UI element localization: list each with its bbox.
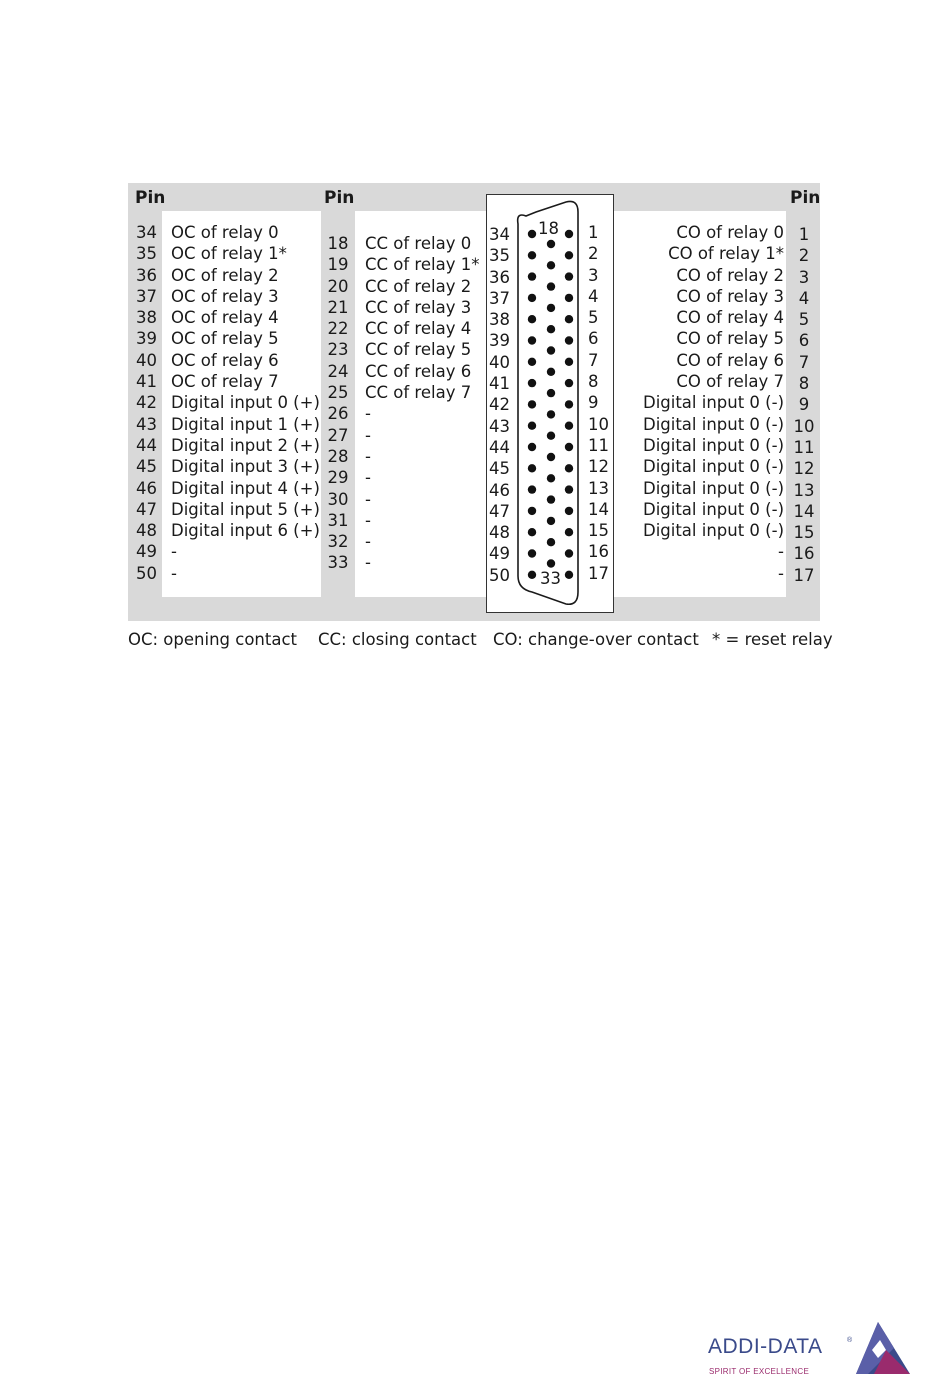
pin-number: 50 bbox=[136, 563, 157, 583]
connector-pin-number: 41 bbox=[489, 374, 510, 394]
connector-pin-dot bbox=[565, 272, 573, 280]
connector-pin-dot bbox=[565, 294, 573, 302]
connector-pin-number: 17 bbox=[588, 563, 609, 583]
pin-number: 47 bbox=[136, 499, 157, 519]
connector-pin-number: 42 bbox=[489, 395, 510, 415]
pin-signal-label: OC of relay 3 bbox=[171, 286, 279, 306]
connector-pin-dot bbox=[547, 389, 555, 397]
pin-signal-label: CC of relay 5 bbox=[365, 340, 472, 360]
pin-number: 22 bbox=[327, 319, 349, 339]
pin-header-right: Pin bbox=[790, 188, 821, 208]
pin-number: 16 bbox=[793, 544, 815, 564]
connector-pin-number: 10 bbox=[588, 414, 609, 434]
pin-number: 24 bbox=[327, 361, 349, 381]
connector-pin-dot bbox=[528, 571, 536, 579]
connector-pin-dot bbox=[547, 495, 555, 503]
connector-pin-dot bbox=[565, 315, 573, 323]
connector-pin-dot bbox=[565, 251, 573, 259]
pin-signal-label: CC of relay 2 bbox=[365, 276, 472, 296]
pin-number: 14 bbox=[793, 501, 815, 521]
pin-signal-label: - bbox=[171, 542, 177, 562]
pin-signal-label: - bbox=[365, 489, 371, 509]
pin-number: 46 bbox=[136, 478, 157, 498]
pin-signal-label: Digital input 0 (+) bbox=[171, 393, 320, 413]
connector-pin-dot bbox=[547, 240, 555, 248]
legend-cc: CC: closing contact bbox=[318, 630, 477, 649]
connector-pin-dot bbox=[528, 315, 536, 323]
pin-signal-label: OC of relay 4 bbox=[171, 308, 279, 328]
pin-header-left: Pin bbox=[135, 188, 166, 208]
connector-pin-number: 6 bbox=[588, 329, 599, 349]
pin-signal-label: Digital input 1 (+) bbox=[171, 414, 320, 434]
pin-signal-label: CC of relay 4 bbox=[365, 319, 472, 339]
pin-number: 41 bbox=[136, 372, 157, 392]
connector-pin-dot bbox=[565, 358, 573, 366]
pin-number: 18 bbox=[327, 234, 349, 253]
pin-signal-label: - bbox=[365, 446, 371, 466]
connector-pin-dot bbox=[565, 571, 573, 579]
connector-pin-number: 49 bbox=[489, 544, 510, 564]
pin-signal-label: OC of relay 6 bbox=[171, 350, 279, 370]
connector-pin-dot bbox=[565, 336, 573, 344]
pin-signal-label: - bbox=[365, 468, 371, 488]
pin-number: 38 bbox=[136, 308, 157, 328]
pin-number: 10 bbox=[793, 416, 815, 436]
pin-signal-label: - bbox=[365, 532, 371, 552]
connector-pin-dot bbox=[547, 538, 555, 546]
connector-pin-dot bbox=[565, 549, 573, 557]
pin-number: 20 bbox=[327, 276, 349, 296]
connector-pin-dot bbox=[565, 507, 573, 515]
connector-pin-number: 1 bbox=[588, 223, 599, 242]
pin-number: 13 bbox=[793, 480, 815, 500]
connector-pin-dot bbox=[547, 559, 555, 567]
pin-number: 19 bbox=[327, 255, 349, 275]
pin-number: 36 bbox=[136, 265, 157, 285]
pin-number: 4 bbox=[798, 288, 810, 308]
connector-pin-dot bbox=[528, 272, 536, 280]
pin-signal-label: Digital input 0 (-) bbox=[642, 521, 784, 541]
pin-number: 5 bbox=[798, 310, 810, 330]
legend-co: CO: change-over contact bbox=[493, 630, 699, 649]
connector-pin-number: 13 bbox=[588, 478, 609, 498]
pin-signal-label: OC of relay 1* bbox=[171, 244, 287, 264]
legend-reset: * = reset relay bbox=[712, 630, 833, 649]
connector-pin-dot bbox=[528, 507, 536, 515]
middle-pin-column bbox=[322, 233, 354, 574]
connector-pin-dot bbox=[547, 346, 555, 354]
pin-number: 15 bbox=[793, 523, 815, 543]
pin-signal-label: - bbox=[778, 542, 784, 562]
pin-number: 30 bbox=[327, 489, 349, 509]
connector-pin-dot bbox=[547, 410, 555, 418]
connector-pin-number: 11 bbox=[588, 435, 609, 455]
pin-signal-label: CO of relay 4 bbox=[676, 308, 784, 328]
right-label-column bbox=[618, 222, 784, 584]
pin-number: 8 bbox=[798, 374, 810, 394]
pin-signal-label: CO of relay 7 bbox=[676, 372, 784, 392]
pin-number: 21 bbox=[327, 297, 349, 317]
connector-pin-number: 15 bbox=[588, 521, 609, 541]
connector-pin-number: 45 bbox=[489, 459, 510, 479]
pin-number: 49 bbox=[136, 542, 157, 562]
pin-signal-label: - bbox=[365, 510, 371, 530]
pin-number: 27 bbox=[327, 425, 349, 445]
connector-pin-number: 40 bbox=[489, 352, 510, 372]
connector-pin-dot bbox=[565, 464, 573, 472]
connector-pin-number: 35 bbox=[489, 246, 510, 266]
connector-pin-number: 50 bbox=[489, 565, 510, 585]
connector-pin-number: 4 bbox=[588, 286, 599, 306]
pin-number: 11 bbox=[793, 437, 815, 457]
pin-number: 45 bbox=[136, 457, 157, 477]
pin-signal-label: OC of relay 7 bbox=[171, 372, 279, 392]
pin-number: 17 bbox=[793, 565, 815, 585]
connector-pin-dot bbox=[528, 464, 536, 472]
pin-number: 12 bbox=[793, 459, 815, 479]
pin-signal-label: CC of relay 6 bbox=[365, 361, 472, 381]
addi-data-logo-icon bbox=[856, 1320, 912, 1376]
connector-pin-dot bbox=[565, 443, 573, 451]
pin-number: 44 bbox=[136, 435, 157, 455]
pin-number: 25 bbox=[327, 383, 349, 403]
pin-number: 34 bbox=[136, 223, 157, 242]
connector-pin-number: 7 bbox=[588, 350, 599, 370]
pin-number: 29 bbox=[327, 468, 349, 488]
connector-top-label: 18 bbox=[538, 219, 559, 238]
pin-number: 9 bbox=[798, 395, 810, 415]
connector-pin-number: 2 bbox=[588, 244, 599, 264]
connector-pin-number: 38 bbox=[489, 310, 510, 330]
pin-signal-label: CO of relay 2 bbox=[676, 265, 784, 285]
connector-pin-number: 16 bbox=[588, 542, 609, 562]
connector-pin-dot bbox=[547, 453, 555, 461]
pin-number: 48 bbox=[136, 521, 157, 541]
pin-number: 43 bbox=[136, 414, 157, 434]
addi-data-logo-text: ADDI-DATA bbox=[708, 1335, 823, 1358]
connector-pin-dot bbox=[528, 294, 536, 302]
connector-pin-dot bbox=[528, 485, 536, 493]
pin-signal-label: Digital input 2 (+) bbox=[171, 435, 320, 455]
connector-pin-number: 37 bbox=[489, 288, 510, 308]
connector-pin-number: 39 bbox=[489, 331, 510, 351]
pin-signal-label: Digital input 0 (-) bbox=[642, 499, 784, 519]
connector-pin-dot bbox=[565, 400, 573, 408]
right-pin-column bbox=[787, 224, 821, 586]
left-label-column bbox=[171, 222, 320, 584]
connector-pin-dot bbox=[528, 443, 536, 451]
connector-pin-dot bbox=[547, 368, 555, 376]
pin-number: 33 bbox=[327, 553, 349, 573]
connector-pin-dot bbox=[528, 549, 536, 557]
connector-pin-dot bbox=[547, 517, 555, 525]
connector-pin-number: 46 bbox=[489, 480, 510, 500]
pin-signal-label: OC of relay 0 bbox=[171, 223, 279, 242]
pin-number: 40 bbox=[136, 350, 157, 370]
pin-signal-label: CO of relay 5 bbox=[676, 329, 784, 349]
pin-number: 39 bbox=[136, 329, 157, 349]
connector-pin-dot bbox=[547, 304, 555, 312]
pin-number: 32 bbox=[327, 532, 349, 552]
connector-pin-dot bbox=[565, 528, 573, 536]
pin-signal-label: CO of relay 6 bbox=[676, 350, 784, 370]
pin-signal-label: Digital input 6 (+) bbox=[171, 521, 320, 541]
pin-signal-label: CO of relay 0 bbox=[676, 223, 784, 242]
pin-number: 28 bbox=[327, 446, 349, 466]
connector-pin-dot bbox=[565, 230, 573, 238]
connector-pin-dot bbox=[547, 432, 555, 440]
pin-number: 26 bbox=[327, 404, 349, 424]
legend-oc: OC: opening contact bbox=[128, 630, 297, 649]
connector-pin-number: 47 bbox=[489, 501, 510, 521]
pin-signal-label: CO of relay 1* bbox=[668, 244, 784, 264]
logo-registered-mark: ® bbox=[847, 1337, 853, 1344]
connector-pin-number: 9 bbox=[588, 393, 599, 413]
connector-pin-dot bbox=[528, 336, 536, 344]
connector-pin-dot bbox=[565, 422, 573, 430]
pin-signal-label: CC of relay 0 bbox=[365, 234, 472, 253]
connector-pin-dot bbox=[528, 379, 536, 387]
pin-signal-label: Digital input 3 (+) bbox=[171, 457, 320, 477]
pin-number: 2 bbox=[798, 246, 810, 266]
connector-pin-number: 36 bbox=[489, 267, 510, 287]
pin-number: 31 bbox=[327, 510, 349, 530]
logo-tagline: SPIRIT OF EXCELLENCE bbox=[709, 1367, 810, 1376]
pin-signal-label: - bbox=[778, 563, 784, 583]
connector-pin-dot bbox=[547, 282, 555, 290]
connector-pin-dot bbox=[528, 358, 536, 366]
pin-signal-label: CC of relay 1* bbox=[365, 255, 480, 275]
connector-pin-dot bbox=[547, 474, 555, 482]
connector-pin-dot bbox=[528, 528, 536, 536]
connector-pin-dot bbox=[547, 325, 555, 333]
connector-pin-number: 12 bbox=[588, 457, 609, 477]
pin-number: 42 bbox=[136, 393, 157, 413]
connector-pin-number: 43 bbox=[489, 416, 510, 436]
pin-signal-label: CC of relay 3 bbox=[365, 297, 472, 317]
pin-signal-label: - bbox=[171, 563, 177, 583]
pin-signal-label: - bbox=[365, 553, 371, 573]
connector-pin-dot bbox=[565, 485, 573, 493]
connector-pin-number: 34 bbox=[489, 225, 510, 244]
pin-signal-label: Digital input 0 (-) bbox=[642, 478, 784, 498]
pin-signal-label: Digital input 5 (+) bbox=[171, 499, 320, 519]
pin-signal-label: CC of relay 7 bbox=[365, 383, 472, 403]
middle-label-column bbox=[365, 233, 479, 574]
connector-pin-dot bbox=[565, 379, 573, 387]
connector-bottom-label: 33 bbox=[540, 569, 561, 588]
connector-pin-number: 44 bbox=[489, 437, 510, 457]
connector-pin-number: 14 bbox=[588, 499, 609, 519]
connector-pin-dot bbox=[528, 400, 536, 408]
pin-header-middle: Pin bbox=[324, 188, 355, 208]
connector-pin-dot bbox=[528, 422, 536, 430]
pin-number: 7 bbox=[798, 352, 810, 372]
pin-signal-label: - bbox=[365, 404, 371, 424]
pin-signal-label: Digital input 0 (-) bbox=[642, 457, 784, 477]
pin-signal-label: Digital input 0 (-) bbox=[642, 414, 784, 434]
left-pin-column bbox=[128, 222, 157, 584]
pin-number: 6 bbox=[798, 331, 810, 351]
d-sub-connector-shape bbox=[486, 194, 614, 613]
pin-signal-label: Digital input 0 (-) bbox=[642, 393, 784, 413]
pin-signal-label: - bbox=[365, 425, 371, 445]
pin-number: 3 bbox=[798, 267, 810, 287]
connector-pin-dot bbox=[528, 230, 536, 238]
pin-signal-label: OC of relay 2 bbox=[171, 265, 279, 285]
connector-pin-number: 3 bbox=[588, 265, 599, 285]
pin-signal-label: OC of relay 5 bbox=[171, 329, 279, 349]
pin-signal-label: Digital input 4 (+) bbox=[171, 478, 320, 498]
connector-pin-number: 5 bbox=[588, 308, 599, 328]
pin-number: 35 bbox=[136, 244, 157, 264]
pin-signal-label: Digital input 0 (-) bbox=[642, 435, 784, 455]
pin-signal-label: CO of relay 3 bbox=[676, 286, 784, 306]
pin-number: 37 bbox=[136, 286, 157, 306]
pin-number: 23 bbox=[327, 340, 349, 360]
connector-pin-dot bbox=[528, 251, 536, 259]
connector-pin-dot bbox=[547, 261, 555, 269]
connector-pin-number: 48 bbox=[489, 523, 510, 543]
pin-number: 1 bbox=[798, 225, 810, 244]
connector-pin-number: 8 bbox=[588, 372, 599, 392]
